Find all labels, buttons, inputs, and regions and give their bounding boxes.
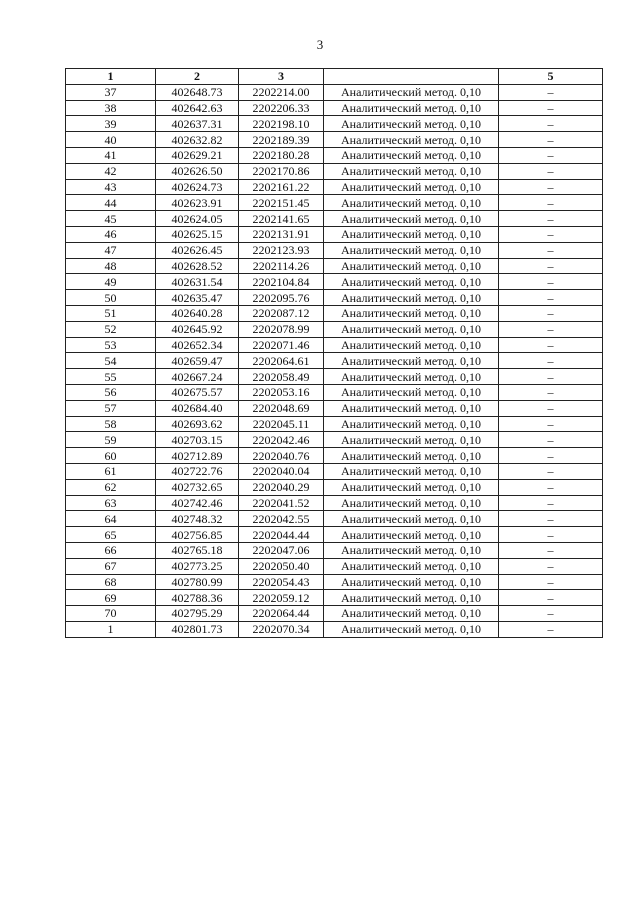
point-number-cell: 43 [66, 179, 156, 195]
x-coordinate-cell: 402637.31 [156, 116, 239, 132]
method-cell: Аналитический метод. 0,10 [324, 305, 499, 321]
method-cell: Аналитический метод. 0,10 [324, 511, 499, 527]
point-number-cell: 62 [66, 479, 156, 495]
y-coordinate-cell: 2202042.55 [239, 511, 324, 527]
x-coordinate-cell: 402632.82 [156, 132, 239, 148]
table-row [66, 495, 603, 511]
method-cell: Аналитический метод. 0,10 [324, 479, 499, 495]
y-coordinate-cell: 2202064.44 [239, 606, 324, 622]
x-coordinate-cell: 402703.15 [156, 432, 239, 448]
y-coordinate-cell: 2202040.29 [239, 479, 324, 495]
col-5-cell: – [499, 100, 603, 116]
y-coordinate-cell: 2202059.12 [239, 590, 324, 606]
table-row [66, 463, 603, 479]
table-row [66, 226, 603, 242]
y-coordinate-cell: 2202054.43 [239, 574, 324, 590]
x-coordinate-cell: 402652.34 [156, 337, 239, 353]
y-coordinate-cell: 2202189.39 [239, 132, 324, 148]
table-row [66, 100, 603, 116]
col-5-cell: – [499, 542, 603, 558]
page-number: 3 [316, 37, 324, 52]
y-coordinate-cell: 2202180.28 [239, 147, 324, 163]
x-coordinate-cell: 402629.21 [156, 147, 239, 163]
point-number-cell: 68 [66, 574, 156, 590]
y-coordinate-cell: 2202131.91 [239, 226, 324, 242]
table-row [66, 163, 603, 179]
col-5-cell: – [499, 242, 603, 258]
method-cell: Аналитический метод. 0,10 [324, 416, 499, 432]
table-row [66, 574, 603, 590]
y-coordinate-cell: 2202042.46 [239, 432, 324, 448]
x-coordinate-cell: 402659.47 [156, 353, 239, 369]
x-coordinate-cell: 402773.25 [156, 558, 239, 574]
point-number-cell: 39 [66, 116, 156, 132]
method-cell: Аналитический метод. 0,10 [324, 542, 499, 558]
point-number-cell: 64 [66, 511, 156, 527]
table-body [66, 84, 603, 637]
x-coordinate-cell: 402748.32 [156, 511, 239, 527]
x-coordinate-cell: 402635.47 [156, 290, 239, 306]
x-coordinate-cell: 402788.36 [156, 590, 239, 606]
point-number-cell: 48 [66, 258, 156, 274]
col-5-cell: – [499, 527, 603, 543]
method-cell: Аналитический метод. 0,10 [324, 274, 499, 290]
y-coordinate-cell: 2202047.06 [239, 542, 324, 558]
x-coordinate-cell: 402795.29 [156, 606, 239, 622]
col-5-cell: – [499, 179, 603, 195]
col-5-cell: – [499, 479, 603, 495]
method-cell: Аналитический метод. 0,10 [324, 527, 499, 543]
table-row [66, 384, 603, 400]
header-col-1: 1 [66, 69, 156, 85]
col-5-cell: – [499, 116, 603, 132]
col-5-cell: – [499, 84, 603, 100]
col-5-cell: – [499, 511, 603, 527]
x-coordinate-cell: 402631.54 [156, 274, 239, 290]
point-number-cell: 55 [66, 369, 156, 385]
table-row [66, 511, 603, 527]
header-row [66, 69, 603, 85]
x-coordinate-cell: 402742.46 [156, 495, 239, 511]
method-cell: Аналитический метод. 0,10 [324, 384, 499, 400]
x-coordinate-cell: 402626.45 [156, 242, 239, 258]
point-number-cell: 41 [66, 147, 156, 163]
method-cell: Аналитический метод. 0,10 [324, 448, 499, 464]
point-number-cell: 42 [66, 163, 156, 179]
point-number-cell: 40 [66, 132, 156, 148]
method-cell: Аналитический метод. 0,10 [324, 606, 499, 622]
method-cell: Аналитический метод. 0,10 [324, 369, 499, 385]
point-number-cell: 70 [66, 606, 156, 622]
header-col-4 [324, 69, 499, 85]
col-5-cell: – [499, 416, 603, 432]
point-number-cell: 38 [66, 100, 156, 116]
col-5-cell: – [499, 226, 603, 242]
y-coordinate-cell: 2202053.16 [239, 384, 324, 400]
col-5-cell: – [499, 621, 603, 637]
point-number-cell: 65 [66, 527, 156, 543]
col-5-cell: – [499, 432, 603, 448]
method-cell: Аналитический метод. 0,10 [324, 195, 499, 211]
col-5-cell: – [499, 353, 603, 369]
point-number-cell: 67 [66, 558, 156, 574]
table-row [66, 211, 603, 227]
point-number-cell: 59 [66, 432, 156, 448]
point-number-cell: 1 [66, 621, 156, 637]
table-row [66, 353, 603, 369]
col-5-cell: – [499, 305, 603, 321]
method-cell: Аналитический метод. 0,10 [324, 258, 499, 274]
method-cell: Аналитический метод. 0,10 [324, 574, 499, 590]
col-5-cell: – [499, 274, 603, 290]
x-coordinate-cell: 402640.28 [156, 305, 239, 321]
y-coordinate-cell: 2202071.46 [239, 337, 324, 353]
header-col-3: 3 [239, 69, 324, 85]
method-cell: Аналитический метод. 0,10 [324, 558, 499, 574]
x-coordinate-cell: 402624.05 [156, 211, 239, 227]
y-coordinate-cell: 2202141.65 [239, 211, 324, 227]
method-cell: Аналитический метод. 0,10 [324, 400, 499, 416]
col-5-cell: – [499, 195, 603, 211]
y-coordinate-cell: 2202050.40 [239, 558, 324, 574]
y-coordinate-cell: 2202151.45 [239, 195, 324, 211]
table-row [66, 448, 603, 464]
x-coordinate-cell: 402732.65 [156, 479, 239, 495]
method-cell: Аналитический метод. 0,10 [324, 226, 499, 242]
table-row [66, 337, 603, 353]
method-cell: Аналитический метод. 0,10 [324, 211, 499, 227]
y-coordinate-cell: 2202041.52 [239, 495, 324, 511]
table-row [66, 416, 603, 432]
y-coordinate-cell: 2202058.49 [239, 369, 324, 385]
x-coordinate-cell: 402628.52 [156, 258, 239, 274]
col-5-cell: – [499, 463, 603, 479]
method-cell: Аналитический метод. 0,10 [324, 290, 499, 306]
method-cell: Аналитический метод. 0,10 [324, 495, 499, 511]
x-coordinate-cell: 402684.40 [156, 400, 239, 416]
point-number-cell: 51 [66, 305, 156, 321]
x-coordinate-cell: 402780.99 [156, 574, 239, 590]
table-row [66, 400, 603, 416]
y-coordinate-cell: 2202104.84 [239, 274, 324, 290]
point-number-cell: 61 [66, 463, 156, 479]
y-coordinate-cell: 2202114.26 [239, 258, 324, 274]
point-number-cell: 45 [66, 211, 156, 227]
method-cell: Аналитический метод. 0,10 [324, 242, 499, 258]
table-row [66, 305, 603, 321]
col-5-cell: – [499, 495, 603, 511]
method-cell: Аналитический метод. 0,10 [324, 116, 499, 132]
table-row [66, 527, 603, 543]
point-number-cell: 50 [66, 290, 156, 306]
y-coordinate-cell: 2202070.34 [239, 621, 324, 637]
header-col-5: 5 [499, 69, 603, 85]
table-row [66, 116, 603, 132]
method-cell: Аналитический метод. 0,10 [324, 621, 499, 637]
method-cell: Аналитический метод. 0,10 [324, 463, 499, 479]
col-5-cell: – [499, 448, 603, 464]
y-coordinate-cell: 2202206.33 [239, 100, 324, 116]
method-cell: Аналитический метод. 0,10 [324, 321, 499, 337]
col-5-cell: – [499, 590, 603, 606]
x-coordinate-cell: 402625.15 [156, 226, 239, 242]
table-row [66, 590, 603, 606]
table-row [66, 132, 603, 148]
y-coordinate-cell: 2202045.11 [239, 416, 324, 432]
method-cell: Аналитический метод. 0,10 [324, 132, 499, 148]
table-row [66, 432, 603, 448]
point-number-cell: 56 [66, 384, 156, 400]
x-coordinate-cell: 402712.89 [156, 448, 239, 464]
coordinates-table [65, 68, 603, 638]
x-coordinate-cell: 402645.92 [156, 321, 239, 337]
col-5-cell: – [499, 132, 603, 148]
method-cell: Аналитический метод. 0,10 [324, 432, 499, 448]
point-number-cell: 58 [66, 416, 156, 432]
method-cell: Аналитический метод. 0,10 [324, 179, 499, 195]
method-cell: Аналитический метод. 0,10 [324, 84, 499, 100]
x-coordinate-cell: 402623.91 [156, 195, 239, 211]
table-row [66, 621, 603, 637]
method-cell: Аналитический метод. 0,10 [324, 353, 499, 369]
method-cell: Аналитический метод. 0,10 [324, 163, 499, 179]
table-row [66, 369, 603, 385]
header-col-2: 2 [156, 69, 239, 85]
x-coordinate-cell: 402722.76 [156, 463, 239, 479]
point-number-cell: 46 [66, 226, 156, 242]
y-coordinate-cell: 2202095.76 [239, 290, 324, 306]
y-coordinate-cell: 2202214.00 [239, 84, 324, 100]
point-number-cell: 37 [66, 84, 156, 100]
y-coordinate-cell: 2202044.44 [239, 527, 324, 543]
table-row [66, 542, 603, 558]
table-row [66, 290, 603, 306]
table-row [66, 242, 603, 258]
x-coordinate-cell: 402624.73 [156, 179, 239, 195]
col-5-cell: – [499, 384, 603, 400]
y-coordinate-cell: 2202048.69 [239, 400, 324, 416]
col-5-cell: – [499, 211, 603, 227]
x-coordinate-cell: 402667.24 [156, 369, 239, 385]
point-number-cell: 47 [66, 242, 156, 258]
table-row [66, 147, 603, 163]
x-coordinate-cell: 402626.50 [156, 163, 239, 179]
y-coordinate-cell: 2202170.86 [239, 163, 324, 179]
point-number-cell: 52 [66, 321, 156, 337]
col-5-cell: – [499, 558, 603, 574]
table-row [66, 606, 603, 622]
col-5-cell: – [499, 163, 603, 179]
col-5-cell: – [499, 574, 603, 590]
point-number-cell: 63 [66, 495, 156, 511]
col-5-cell: – [499, 147, 603, 163]
col-5-cell: – [499, 337, 603, 353]
method-cell: Аналитический метод. 0,10 [324, 590, 499, 606]
x-coordinate-cell: 402648.73 [156, 84, 239, 100]
y-coordinate-cell: 2202087.12 [239, 305, 324, 321]
table-row [66, 258, 603, 274]
y-coordinate-cell: 2202078.99 [239, 321, 324, 337]
col-5-cell: – [499, 258, 603, 274]
y-coordinate-cell: 2202198.10 [239, 116, 324, 132]
x-coordinate-cell: 402642.63 [156, 100, 239, 116]
method-cell: Аналитический метод. 0,10 [324, 147, 499, 163]
x-coordinate-cell: 402675.57 [156, 384, 239, 400]
col-5-cell: – [499, 321, 603, 337]
point-number-cell: 54 [66, 353, 156, 369]
y-coordinate-cell: 2202040.76 [239, 448, 324, 464]
y-coordinate-cell: 2202064.61 [239, 353, 324, 369]
table-row [66, 274, 603, 290]
table-row [66, 84, 603, 100]
table-row [66, 179, 603, 195]
x-coordinate-cell: 402765.18 [156, 542, 239, 558]
point-number-cell: 60 [66, 448, 156, 464]
x-coordinate-cell: 402801.73 [156, 621, 239, 637]
col-5-cell: – [499, 369, 603, 385]
table-row [66, 479, 603, 495]
point-number-cell: 66 [66, 542, 156, 558]
table-row [66, 558, 603, 574]
point-number-cell: 49 [66, 274, 156, 290]
method-cell: Аналитический метод. 0,10 [324, 337, 499, 353]
point-number-cell: 53 [66, 337, 156, 353]
col-5-cell: – [499, 400, 603, 416]
point-number-cell: 57 [66, 400, 156, 416]
table-row [66, 195, 603, 211]
y-coordinate-cell: 2202161.22 [239, 179, 324, 195]
col-5-cell: – [499, 606, 603, 622]
col-5-cell: – [499, 290, 603, 306]
point-number-cell: 44 [66, 195, 156, 211]
point-number-cell: 69 [66, 590, 156, 606]
table-row [66, 321, 603, 337]
y-coordinate-cell: 2202040.04 [239, 463, 324, 479]
y-coordinate-cell: 2202123.93 [239, 242, 324, 258]
method-cell: Аналитический метод. 0,10 [324, 100, 499, 116]
x-coordinate-cell: 402756.85 [156, 527, 239, 543]
table-header [66, 69, 603, 85]
x-coordinate-cell: 402693.62 [156, 416, 239, 432]
